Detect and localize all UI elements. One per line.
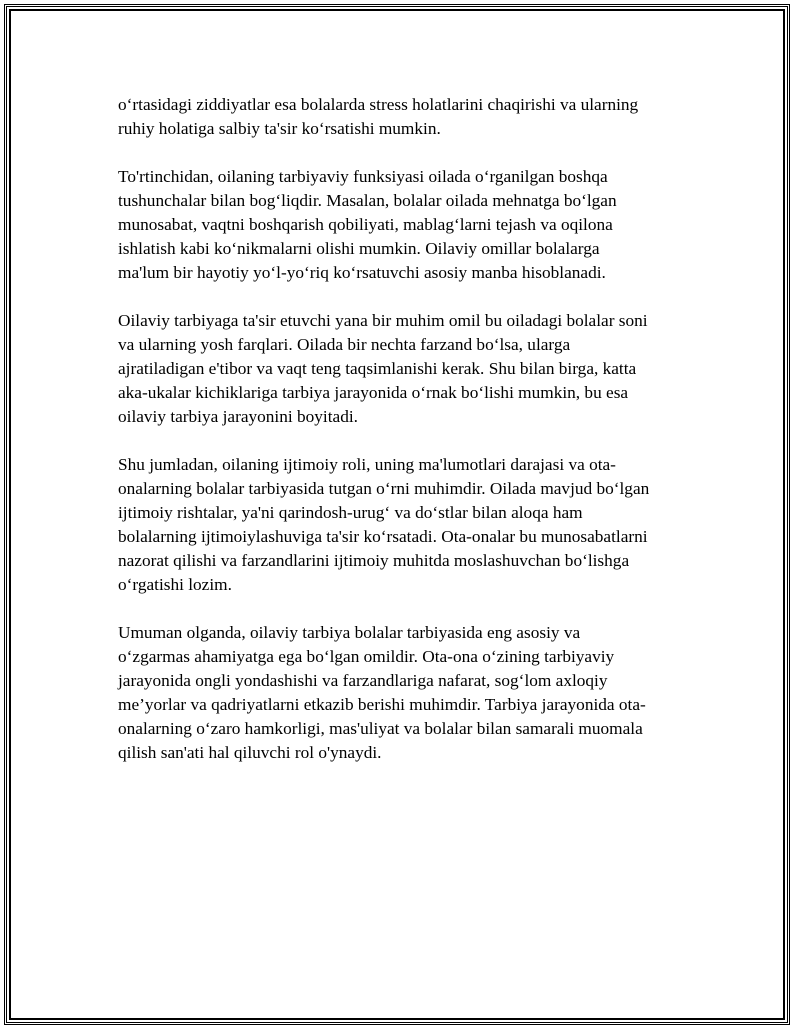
- text-line: Umuman olganda, oilaviy tarbiya bolalar tarbiyasida eng asosiy va: [118, 623, 581, 642]
- text-line: oilaviy tarbiya jarayonini boyitadi.: [118, 407, 358, 426]
- text-line: Shu jumladan, oilaning ijtimoiy roli, uning ma'lumotlari darajasi va ota-: [118, 455, 616, 474]
- text-line: onalarning o‘zaro hamkorligi, mas'uliyat va bolalar bilan samarali muomala: [118, 719, 643, 738]
- text-line: va ularning yosh farqlari. Oilada bir nechta farzand bo‘lsa, ularga: [118, 335, 571, 354]
- text-line: o‘zgarmas ahamiyatga ega bo‘lgan omildir. Ota-ona o‘zining tarbiyaviy: [118, 647, 615, 666]
- text-line: jarayonida ongli yondashishi va farzandlariga nafarat, sog‘lom axloqiy: [118, 671, 608, 690]
- document-body: [118, 93, 693, 789]
- text-line: To'rtinchidan, oilaning tarbiyaviy funksiyasi oilada o‘rganilgan boshqa: [118, 167, 608, 186]
- text-line: o‘rtasidagi ziddiyatlar esa bolalarda stress holatlarini chaqirishi va ularning: [118, 95, 639, 114]
- text-line: bolalarning ijtimoiylashuviga ta'sir ko‘rsatadi. Ota-onalar bu munosabatlarni: [118, 527, 648, 546]
- paragraph-5: [118, 621, 693, 765]
- text-line: Oilaviy tarbiyaga ta'sir etuvchi yana bir muhim omil bu oiladagi bolalar soni: [118, 311, 648, 330]
- text-line: ajratiladigan e'tibor va vaqt teng taqsimlanishi kerak. Shu bilan birga, katta: [118, 359, 637, 378]
- text-line: munosabat, vaqtni boshqarish qobiliyati, mablag‘larni tejash va oqilona: [118, 215, 613, 234]
- paragraph-2: [118, 165, 693, 285]
- text-line: ruhiy holatiga salbiy ta'sir ko‘rsatishi mumkin.: [118, 119, 441, 138]
- text-line: ma'lum bir hayotiy yo‘l-yo‘riq ko‘rsatuvchi asosiy manba hisoblanadi.: [118, 263, 606, 282]
- text-line: onalarning bolalar tarbiyasida tutgan o‘rni muhimdir. Oilada mavjud bo‘lgan: [118, 479, 650, 498]
- text-line: ijtimoiy rishtalar, ya'ni qarindosh-urug‘ va do‘stlar bilan aloqa ham: [118, 503, 583, 522]
- text-line: me’yorlar va qadriyatlarni etkazib berishi muhimdir. Tarbiya jarayonida ota-: [118, 695, 646, 714]
- text-line: ishlatish kabi ko‘nikmalarni olishi mumkin. Oilaviy omillar bolalarga: [118, 239, 600, 258]
- paragraph-3: [118, 309, 693, 429]
- text-line: tushunchalar bilan bog‘liqdir. Masalan, bolalar oilada mehnatga bo‘lgan: [118, 191, 617, 210]
- text-line: aka-ukalar kichiklariga tarbiya jarayonida o‘rnak bo‘lishi mumkin, bu esa: [118, 383, 629, 402]
- text-line: qilish san'ati hal qiluvchi rol o'ynaydi.: [118, 743, 382, 762]
- paragraph-4: [118, 453, 693, 597]
- text-line: nazorat qilishi va farzandlarini ijtimoiy muhitda moslashuvchan bo‘lishga: [118, 551, 630, 570]
- text-line: o‘rgatishi lozim.: [118, 575, 232, 594]
- paragraph-1: [118, 93, 693, 141]
